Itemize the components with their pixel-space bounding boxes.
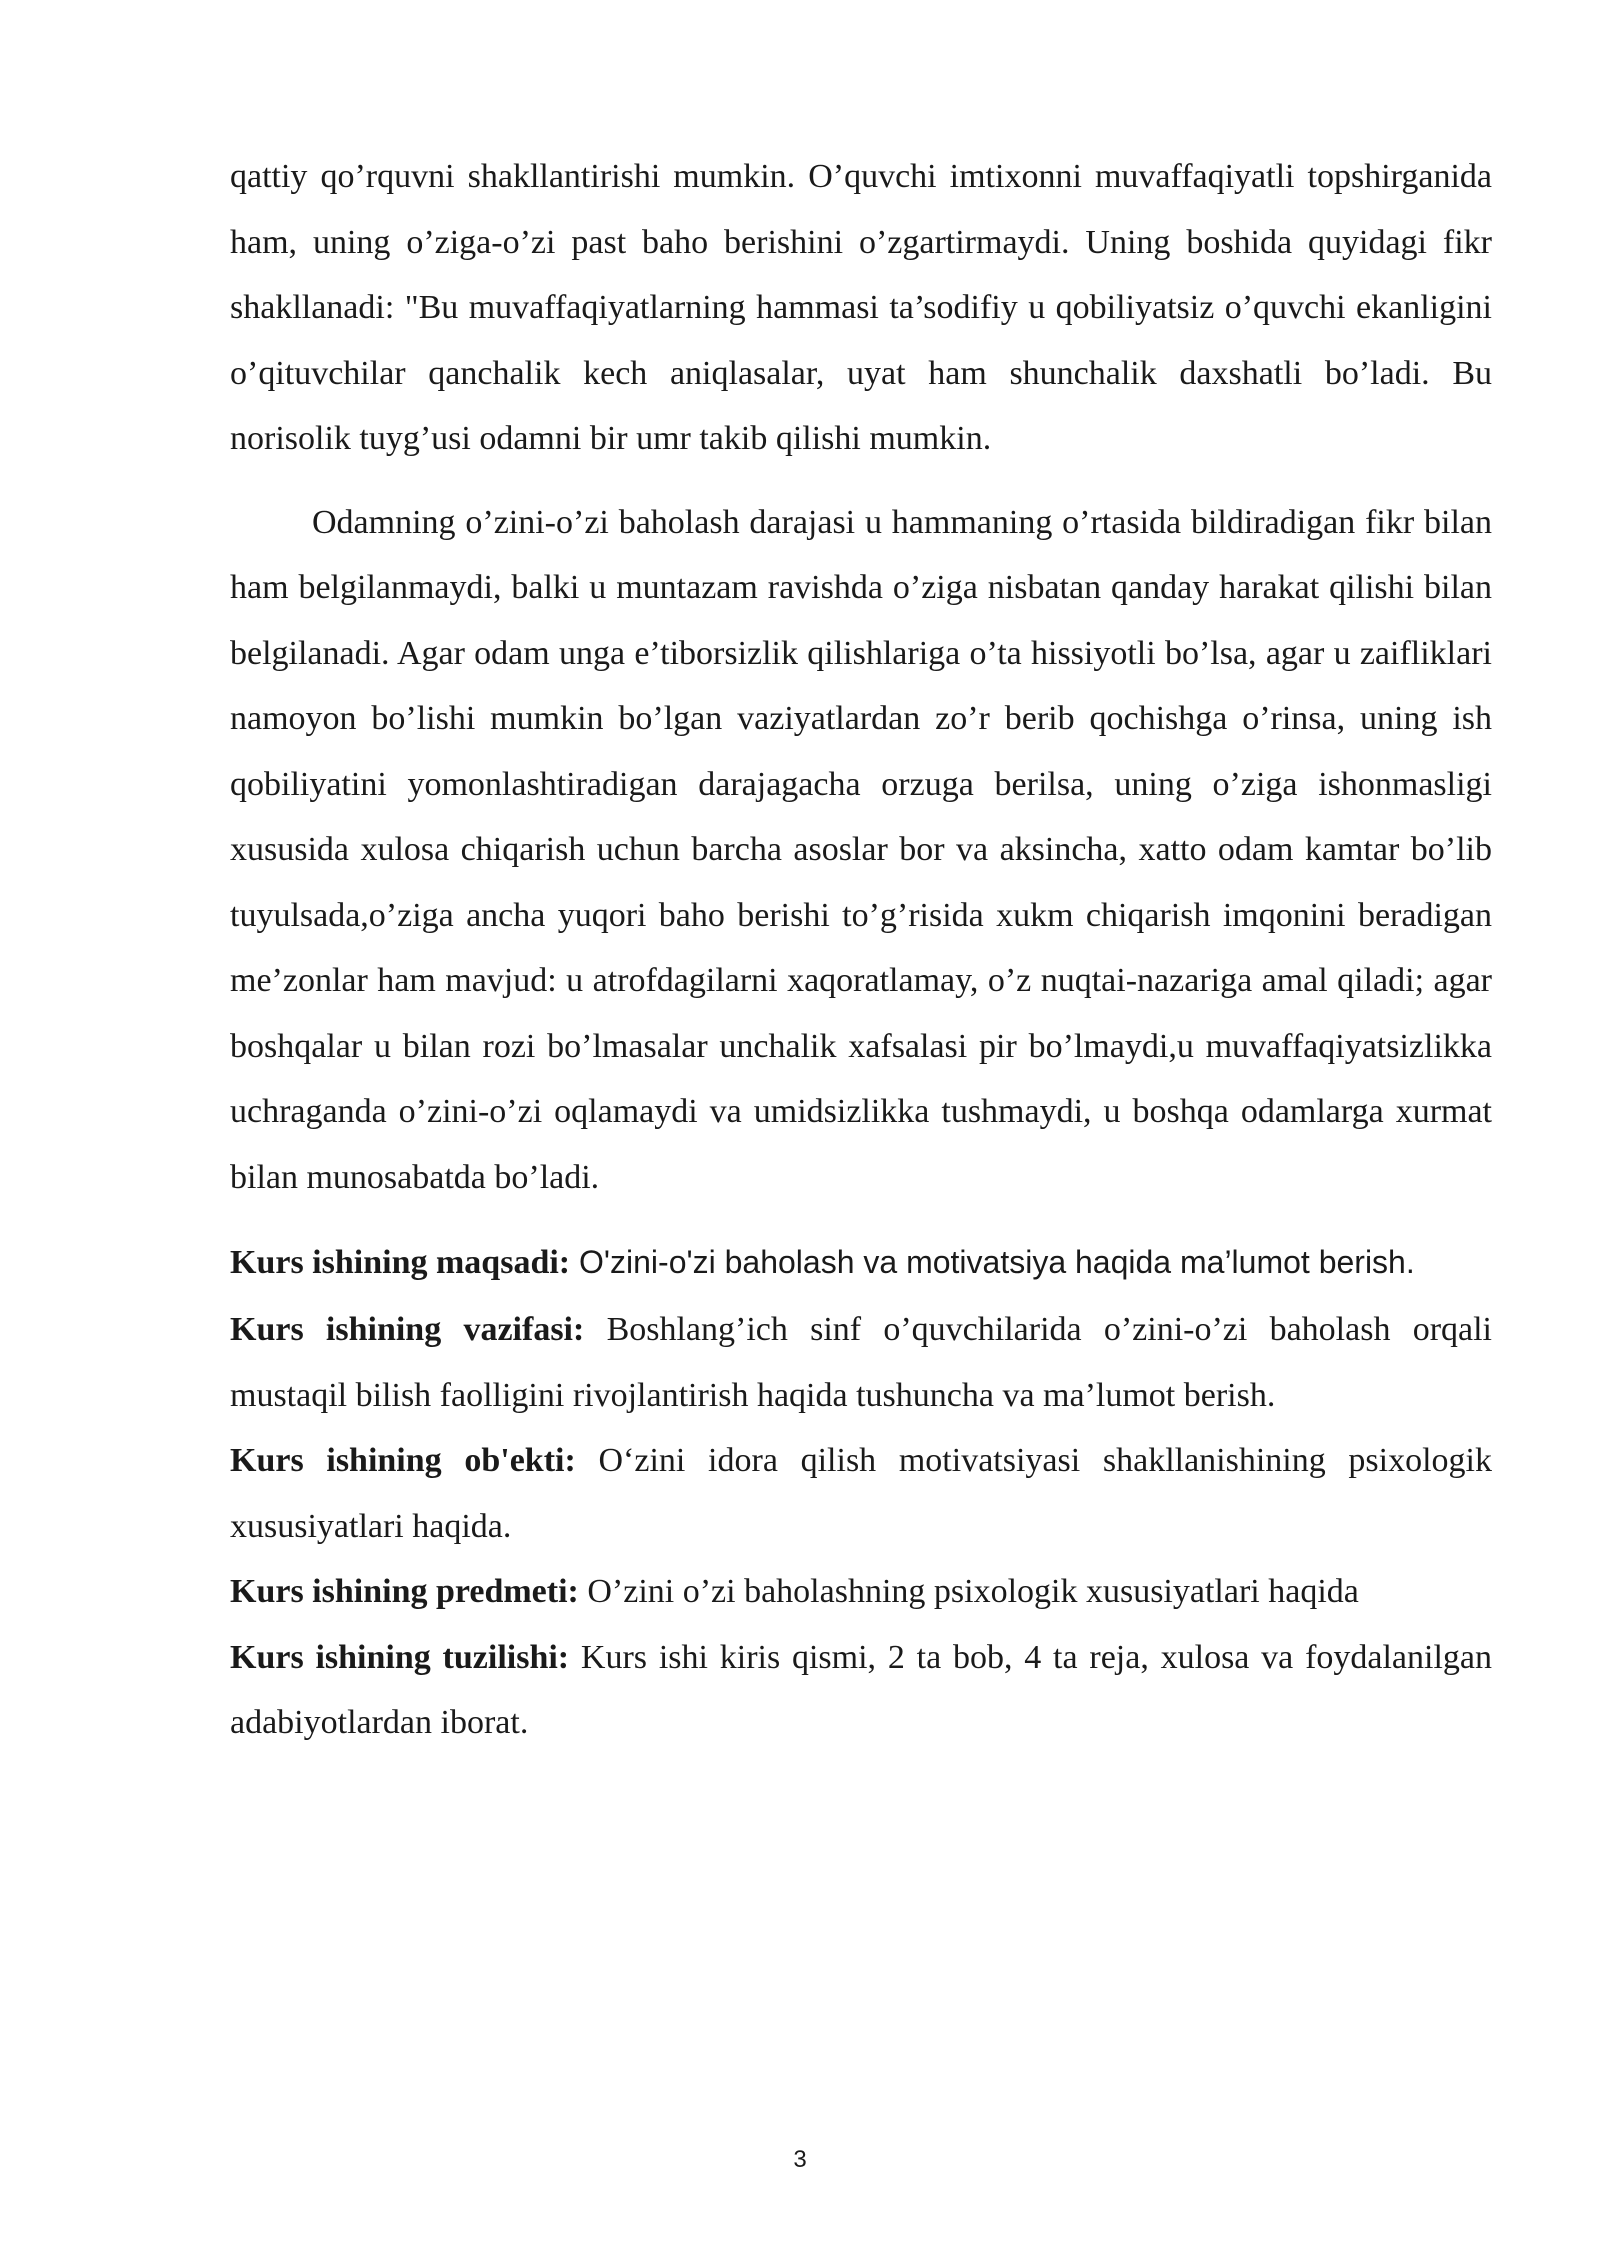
course-subject-label: Kurs ishining predmeti: bbox=[230, 1573, 579, 1610]
page-number: 3 bbox=[793, 2146, 807, 2173]
course-goal-label: Kurs ishining maqsadi: bbox=[230, 1244, 571, 1281]
course-object-label: Kurs ishining ob'ekti: bbox=[230, 1442, 576, 1479]
course-task-label: Kurs ishining vazifasi: bbox=[230, 1311, 585, 1348]
course-subject-text: O’zini o’zi baholashning psixologik xususiyatlari haqida bbox=[578, 1573, 1359, 1610]
course-task-text: Boshlang’ich sinf o’quvchilarida o’zini-o’zi baholash orqali mustaqil bilish faolligini rivojlantirish haqida tushuncha va ma’lumot berish. bbox=[230, 1311, 1492, 1414]
course-structure-text: Kurs ishi kiris qismi, 2 ta bob, 4 ta reja, xulosa va foydalanilgan adabiyotlardan iborat. bbox=[230, 1638, 1492, 1741]
course-subject bbox=[230, 1559, 1492, 1625]
course-object-text: O‘zini idora qilish motivatsiyasi shakllanishining psixologik xususiyatlari haqida. bbox=[230, 1442, 1493, 1545]
course-object bbox=[230, 1428, 1492, 1559]
course-task bbox=[230, 1297, 1492, 1428]
course-structure bbox=[230, 1625, 1492, 1756]
paragraph-1: qattiy qo’rquvni shakllantirishi mumkin. O’quvchi imtixonni muvaffaqiyatli topshirganida ham, uning o’ziga-o’zi past baho berishini o’zgartirmaydi. Uning boshida quyidagi fikr shakllanadi: "Bu muvaffaqiyatlarning hammasi ta’sodifiy u qobiliyatsiz o’quvchi ekanligini o’qituvchilar qanchalik kech aniqlasalar, uyat ham shunchalik daxshatli bo’ladi. Bu norisolik tuyg’usi odamni bir umr takib qilishi mumkin. bbox=[230, 158, 1492, 457]
paragraph-2: Odamning o’zini-o’zi baholash darajasi u hammaning o’rtasida bildiradigan fikr bilan ham belgilanmaydi, balki u muntazam ravishda o’ziga nisbatan qanday harakat qilishi bilan belgilanadi. Agar odam unga e’tiborsizlik qilishlariga o’ta hissiyotli bo’lsa, agar u zaifliklari namoyon bo’lishi mumkin bo’lgan vaziyatlardan zo’r berib qochishga o’rinsa, uning ish qobiliyatini yomonlashtiradigan darajagacha orzuga berilsa, uning o’ziga ishonmasligi xususida xulosa chiqarish uchun barcha asoslar bor va aksincha, xatto odam kamtar bo’lib tuyulsada,o’ziga ancha yuqori baho berishi to’g’risida xukm chiqarish imqonini beradigan me’zonlar ham mavjud: u atrofdagilarni xaqoratlamay, o’z nuqtai-nazariga amal qiladi; agar boshqalar u bilan rozi bo’lmasalar unchalik xafsalasi pir bo’lmaydi,u muvaffaqiyatsizlikka uchraganda o’zini-o’zi oqlamaydi va umidsizlikka tushmaydi, u boshqa odamlarga xurmat bilan munosabatda bo’ladi. bbox=[230, 503, 1492, 1196]
course-structure-label: Kurs ishining tuzilishi: bbox=[230, 1638, 570, 1676]
course-goal-text: O'zini-o'zi baholash va motivatsiya haqida ma’lumot berish. bbox=[570, 1244, 1415, 1280]
page-body bbox=[230, 144, 1492, 1756]
course-goal bbox=[230, 1228, 1492, 1297]
